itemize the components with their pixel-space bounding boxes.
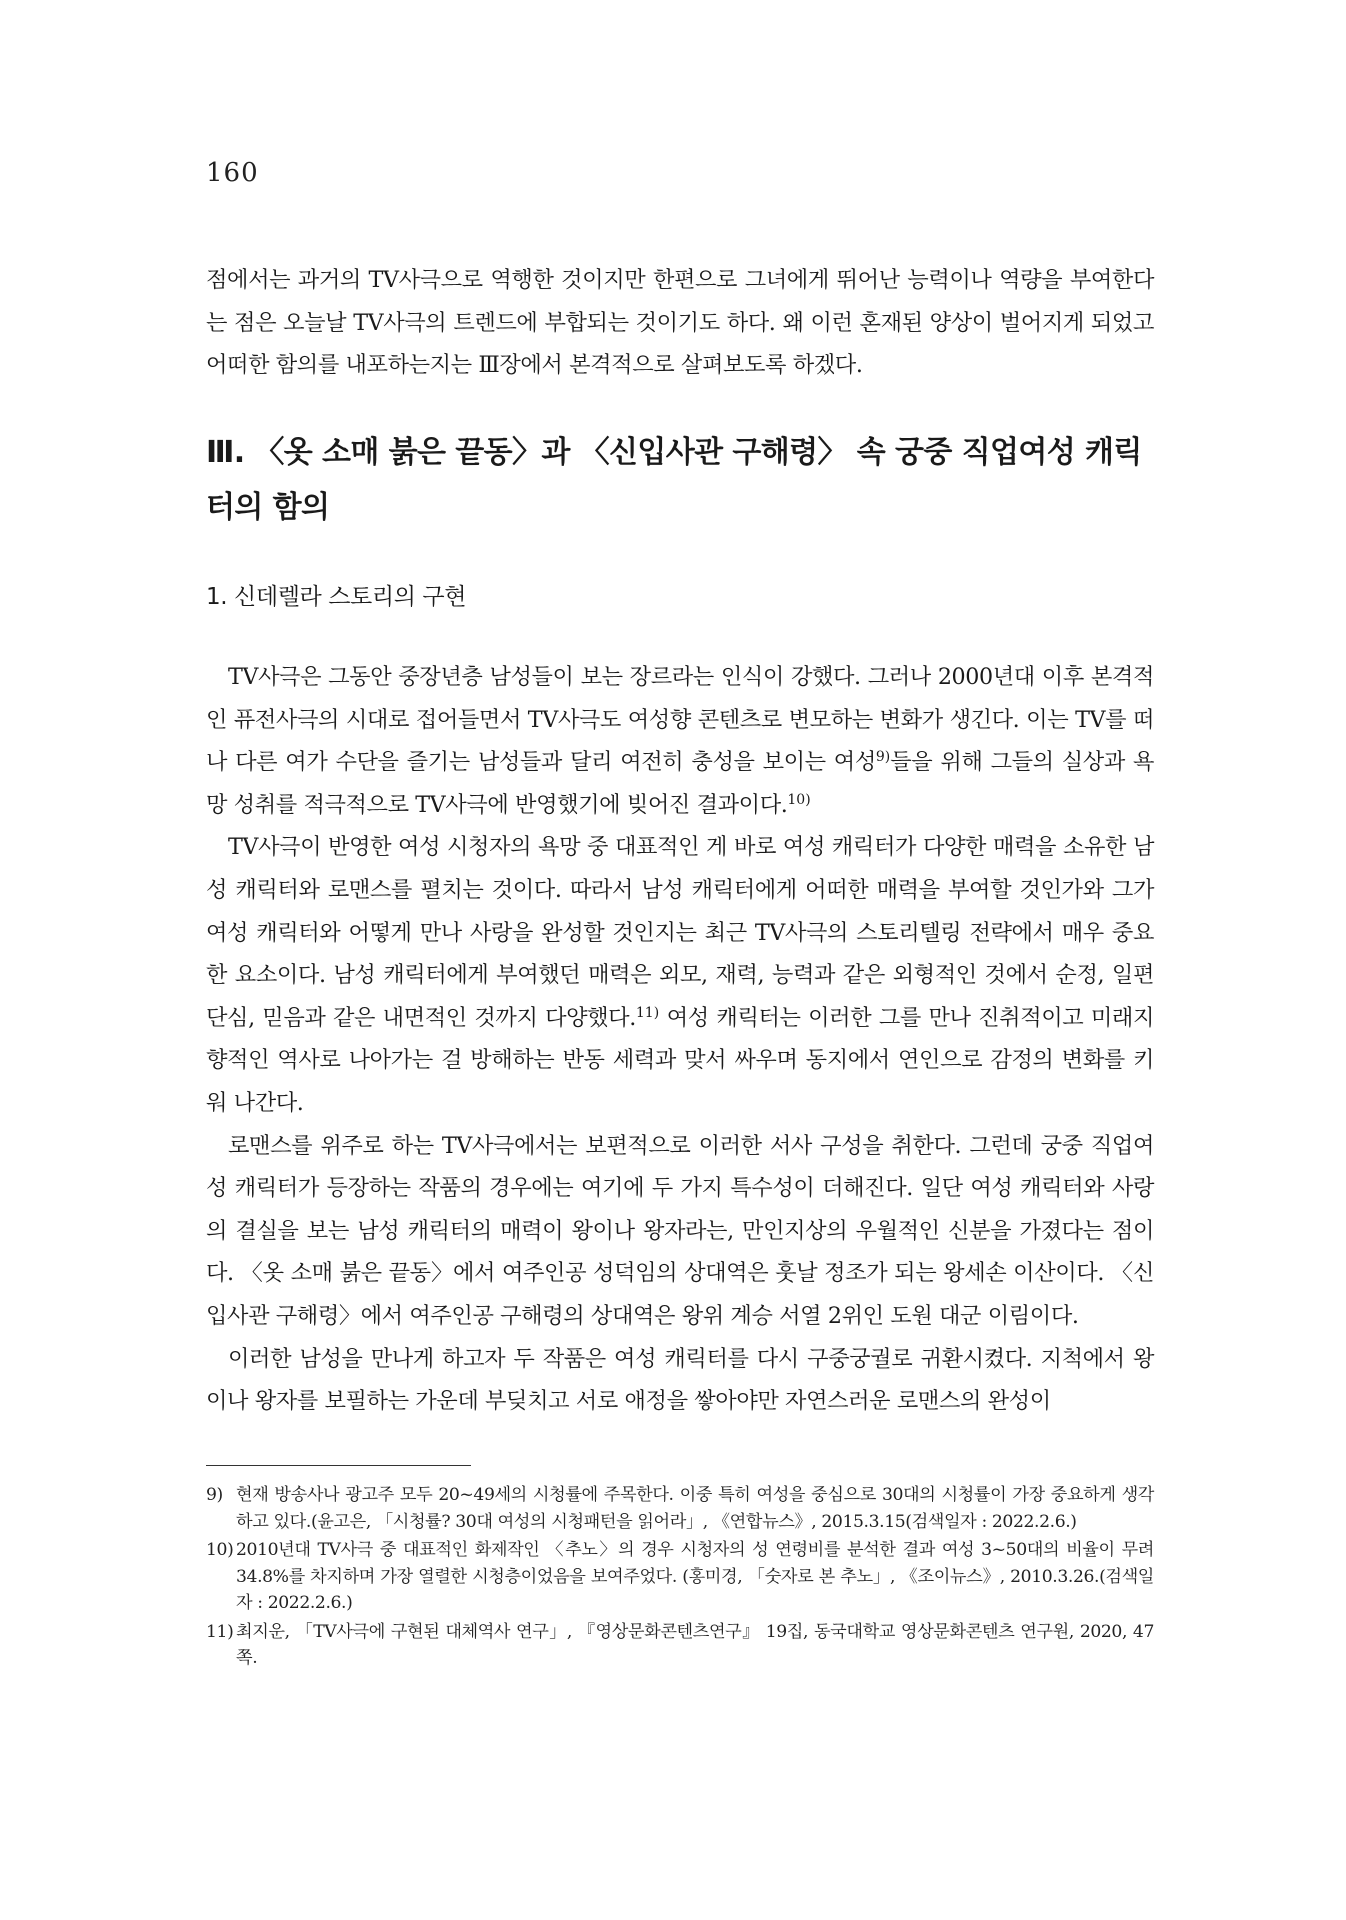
paragraph-2: [206, 826, 1154, 1124]
footnote-11: [206, 1619, 1154, 1672]
lead-paragraph-text: 점에서는 과거의 TV사극으로 역행한 것이지만 한편으로 그녀에게 뛰어난 능력이나 역량을 부여한다는 점은 오늘날 TV사극의 트렌드에 부합되는 것이기도 하다. 왜 이런 혼재된 양상이 벌어지게 되었고 어떠한 함의를 내포하는지는 Ⅲ장에서 본격적으로 살펴보도록 하겠다.: [206, 267, 1154, 379]
paragraph-1: [206, 656, 1154, 826]
footnote-divider: [206, 1465, 471, 1466]
paragraph-2-text-b: 여성 캐릭터는 이러한 그를 만나 진취적이고 미래지향적인 역사로 나아가는 걸 방해하는 반동 세력과 맞서 싸우며 동지에서 연인으로 감정의 변화를 키워 나간다.: [206, 1004, 1155, 1116]
footnotes: [206, 1482, 1154, 1674]
footnote-text: 최지운, 「TV사극에 구현된 대체역사 연구」, 『영상문화콘텐츠연구』 19집, 동국대학교 영상문화콘텐츠 연구원, 2020, 47쪽.: [236, 1621, 1154, 1668]
subsection-title: 1. 신데렐라 스토리의 구현: [206, 584, 467, 610]
footnote-number: 9): [206, 1485, 223, 1505]
page-number: 160: [206, 158, 259, 188]
footnote-10: [206, 1537, 1154, 1617]
lead-paragraph: [206, 259, 1154, 387]
footnote-text: 현재 방송사나 광고주 모두 20~49세의 시청률에 주목한다. 이중 특히 여성을 중심으로 30대의 시청률이 가장 중요하게 생각하고 있다.(윤고은, 「시청률? 30대 여성의 시청패턴을 읽어라」, 《연합뉴스》, 2015.3.15(검색일자 : 2022.2.6.): [236, 1485, 1154, 1532]
section-title: Ⅲ. 〈옷 소매 붉은 끝동〉과 〈신입사관 구해령〉 속 궁중 직업여성 캐릭터의 함의: [206, 435, 1142, 525]
paragraph-2-text: TV사극이 반영한 여성 시청자의 욕망 중 대표적인 게 바로 여성 캐릭터가 다양한 매력을 소유한 남성 캐릭터와 로맨스를 펼치는 것이다. 따라서 남성 캐릭터에게 어떠한 매력을 부여할 것인가와 그가 여성 캐릭터와 어떻게 만나 사랑을 완성할 것인지는 최근 TV사극의 스토리텔링 전략에서 매우 중요한 요소이다. 남성 캐릭터에게 부여했던 매력은 외모, 재력, 능력과 같은 외형적인 것에서 순정, 일편단심, 믿음과 같은 내면적인 것까지 다양했다.: [206, 834, 1154, 1031]
footnote-number: 11): [206, 1621, 234, 1642]
paragraph-3: 로맨스를 위주로 하는 TV사극에서는 보편적으로 이러한 서사 구성을 취한다. 그런데 궁중 직업여성 캐릭터가 등장하는 작품의 경우에는 여기에 두 가지 특수성이 더해진다. 일단 여성 캐릭터와 사랑의 결실을 보는 남성 캐릭터의 매력이 왕이나 왕자라는, 만인지상의 우월적인 신분을 가졌다는 점이다. 〈옷 소매 붉은 끝동〉에서 여주인공 성덕임의 상대역은 훗날 정조가 되는 왕세손 이산이다. 〈신입사관 구해령〉에서 여주인공 구해령의 상대역은 왕위 계승 서열 2위인 도원 대군 이림이다.: [206, 1132, 1154, 1329]
paragraph-1-text-b: 들을 위해 그들의 실상과 욕망 성취를 적극적으로 TV사극에 반영했기에 빚어진 결과이다.: [206, 749, 1154, 818]
footnote-number: 10): [206, 1540, 234, 1560]
paragraph-1-text: TV사극은 그동안 중장년층 남성들이 보는 장르라는 인식이 강했다. 그러나 2000년대 이후 본격적인 퓨전사극의 시대로 접어들면서 TV사극도 여성향 콘텐츠로 변모하는 변화가 생긴다. 이는 TV를 떠나 다른 여가 수단을 즐기는 남성들과 달리 여전히 충성을 보이는 여성: [206, 664, 1154, 776]
paragraph-4: 이러한 남성을 만나게 하고자 두 작품은 여성 캐릭터를 다시 구중궁궐로 귀환시켰다. 지척에서 왕이나 왕자를 보필하는 가운데 부딪치고 서로 애정을 쌓아야만 자연스러운 로맨스의 완성이: [206, 1345, 1154, 1415]
section-body: [206, 656, 1154, 1423]
footnote-ref-10: 10): [787, 791, 811, 808]
footnote-9: [206, 1482, 1154, 1535]
footnote-ref-11: 11): [635, 1004, 660, 1021]
footnote-ref-9: 9): [875, 749, 891, 766]
footnote-text: 2010년대 TV사극 중 대표적인 화제작인 〈추노〉의 경우 시청자의 성 연령비를 분석한 결과 여성 3~50대의 비율이 무려 34.8%를 차지하며 가장 열렬한 시청층이었음을 보여주었다. (홍미경, 「숫자로 본 추노」, 《조이뉴스》, 2010.3.26.(검색일자 : 2022.2.6.): [236, 1540, 1154, 1613]
